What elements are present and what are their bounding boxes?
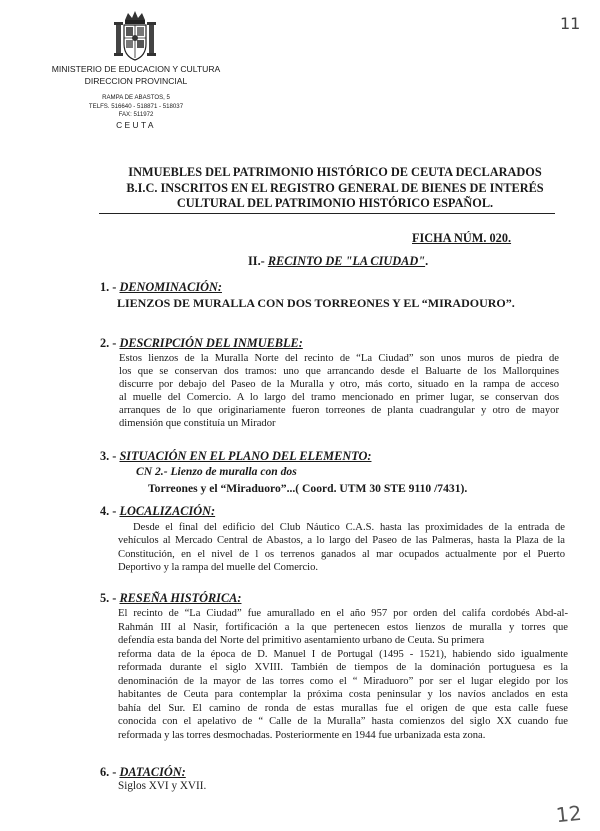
history-paragraph <box>118 607 568 742</box>
section-3-heading <box>100 449 371 464</box>
paragraph-line: dimensión que constituía un Mirador <box>119 418 276 429</box>
section-number: 3. - <box>100 449 120 463</box>
title-divider <box>99 213 555 214</box>
paragraph-line: Constitución, en el nivel de l os terrenos ganados al mar ocupados actualmente por el Puerto <box>118 548 565 560</box>
paragraph-line: Deportivo y la rampa del muelle del Comercio. <box>118 562 319 574</box>
plan-coordinates: Torreones y el “Miraduoro”...( Coord. UTM 30 STE 9110 /7431). <box>148 482 468 495</box>
description-paragraph <box>119 352 559 430</box>
title-line: CULTURAL DEL PATRIMONIO HISTÓRICO ESPAÑOL. <box>176 196 494 211</box>
paragraph-line: reformada y las torres desmochadas. Posteriormente en 1944 fue urbanizada esta zona. <box>118 729 486 741</box>
paragraph-line: reformada durante el siglo XVIII. También de tiempos de la dominación portuguesa es la <box>118 662 568 673</box>
provincial-direction: DIRECCION PROVINCIAL <box>84 75 188 86</box>
paragraph-line: discurre por debajo del Paseo de la Muralla y otro, más corto, situado en la rampa de acceso <box>119 379 559 390</box>
title-line: INMUEBLES DEL PATRIMONIO HISTÓRICO DE CEUTA DECLARADOS <box>128 165 542 179</box>
section-number: 1. - <box>100 280 120 294</box>
section-title: SITUACIÓN EN EL PLANO DEL ELEMENTO: <box>119 449 372 463</box>
paragraph-line: bahía del Sur. El camino de ronda de estas murallas fue el origen de que esta calle fuese <box>118 702 568 714</box>
recinto-suffix: . <box>425 254 429 268</box>
section-2-heading <box>100 336 303 351</box>
section-title: RESEÑA HISTÓRICA: <box>119 591 242 605</box>
paragraph-line: El recinto de “La Ciudad” fue amurallado en el año 957 por orden del califa cordobés Abd-al- <box>118 608 568 619</box>
section-4-heading <box>100 504 215 519</box>
paragraph-line: denominación de la mayor de las torres como el “ Miraduoro” por ser el lugar elegido por los <box>118 675 568 687</box>
section-1-heading <box>100 280 222 295</box>
recinto-prefix: II.- <box>248 254 268 268</box>
section-number: 4. - <box>100 504 120 518</box>
coat-of-arms-icon <box>113 10 157 62</box>
street-address: RAMPA DE ABASTOS, 5 <box>102 94 170 101</box>
letterhead-ministry <box>44 64 228 87</box>
recinto-heading <box>248 254 428 269</box>
paragraph-line: conocida con el apelativo de “ Calle de la Muralla” hasta comienzos del siglo XX cuando fue <box>118 716 568 727</box>
document-title <box>115 165 555 212</box>
paragraph-line: reforma data de la época de D. Manuel I de Portugal (1495 - 1521), habiendo sido igualmente <box>118 648 568 660</box>
section-number: 5. - <box>100 591 120 605</box>
handwritten-page-number: 12 <box>554 800 583 828</box>
paragraph-line: habitantes de Ceuta para contemplar la próxima costa peninsular y los navíos anclados en esta <box>118 689 568 700</box>
section-title: DENOMINACIÓN: <box>119 280 222 294</box>
plan-code: CN 2.- Lienzo de muralla con dos <box>136 465 297 478</box>
recinto-name: RECINTO DE "LA CIUDAD" <box>267 254 426 268</box>
title-line: B.I.C. INSCRITOS EN EL REGISTRO GENERAL DE BIENES DE INTERÉS <box>126 180 544 195</box>
section-6-heading <box>100 765 186 780</box>
section-number: 2. - <box>100 336 120 350</box>
ministry-name: MINISTERIO DE EDUCACION Y CULTURA <box>51 64 221 74</box>
section-number: 6. - <box>100 765 120 779</box>
paragraph-line: al muelle del Comercio. A lo largo del tramo mencionado en primer lugar, se conservan dos <box>119 392 559 403</box>
ficha-number: FICHA NÚM. 020. <box>412 231 512 245</box>
paragraph-line: Estos lienzos de la Muralla Norte del recinto de “La Ciudad” son unos muros de piedra de <box>119 353 559 364</box>
phone-numbers: TELFS. 516640 - 518871 - 518037 <box>88 102 184 110</box>
section-title: DESCRIPCIÓN DEL INMUEBLE: <box>119 336 303 350</box>
letterhead-address <box>64 94 208 131</box>
handwritten-margin-mark: 11 <box>560 14 581 33</box>
paragraph-line: defendía esta banda del Norte del primitivo asentamiento urbano de Ceuta. Su primera <box>118 635 485 646</box>
paragraph-line: arranques de lo que originariamente fueron torreones de planta cuadrangular y otro de mayor <box>119 405 559 416</box>
dating-value: Siglos XVI y XVII. <box>118 780 207 792</box>
section-5-heading <box>100 591 241 606</box>
denomination-value: LIENZOS DE MURALLA CON DOS TORREONES Y EL “MIRADOURO”. <box>117 296 515 310</box>
paragraph-line: Desde el final del edificio del Club Náutico C.A.S. hasta las proximidades de la entrada de <box>133 522 565 533</box>
location-paragraph <box>118 521 565 575</box>
paragraph-line: Rahmán III al Nasir, fortificación a la que pertenecen estos lienzos de muralla y torres que <box>118 621 568 633</box>
fax-number: FAX: 511972 <box>118 111 154 119</box>
section-title: DATACIÓN: <box>119 765 186 779</box>
paragraph-line: los que se conservan dos tramos: uno que arrancando desde el Baluarte de los Mallorquines <box>119 366 559 377</box>
paragraph-line: vehículos al Mercado Central de Abastos, a lo largo del Paseo de las Palmeras, hasta la Plaza de la <box>118 535 565 547</box>
plan-reference <box>136 464 297 479</box>
section-title: LOCALIZACIÓN: <box>119 504 216 518</box>
city-name: CEUTA <box>116 120 156 131</box>
